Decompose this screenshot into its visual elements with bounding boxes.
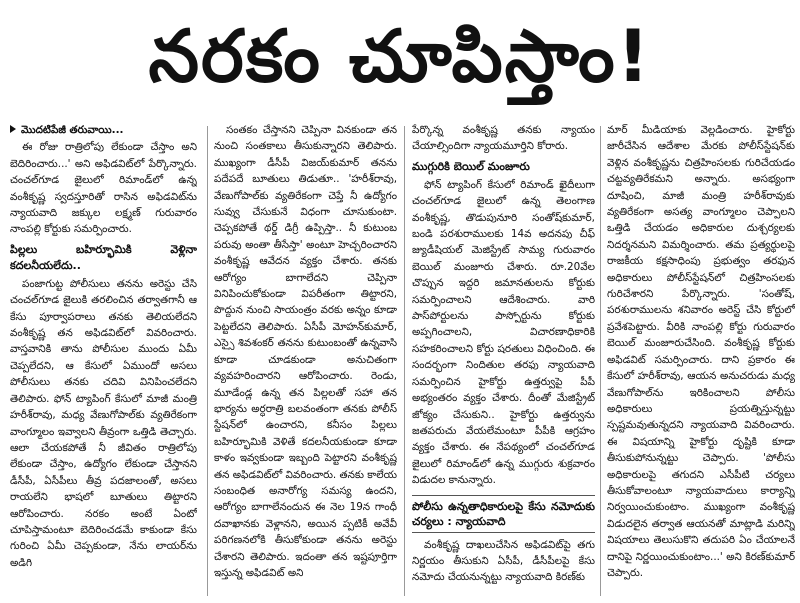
paragraph: పేర్కొన్న వంశీకృష్ణ తనకు న్యాయం చేయాల్సిందిగా న్యాయమూర్తిని కోరారు.	[412, 124, 595, 153]
subheading: ముగ్గురికి బెయిల్ మంజూరు	[412, 159, 530, 173]
paragraph: సంతకం చేస్తానని చెప్పినా వినకుండా తన నుంచి సంతకాలు తీసుకున్నారని తెలిపారు. ముఖ్యంగా డీసీపీ విజయ్‌కుమార్ తనను పదేపదే బూతులు తిడుతూ.. 'హరీశ్‌రావు, వేణుగోపాల్‌కు వ్యతిరేకంగా చెప్తే నీ ఉద్యోగం సువ్వు చేసుకునే విధంగా చూసుకుంటా. చెప్పకపోతే థర్డ్ డిగ్రీ ఉప్పిస్తా.. నీ కుటుంబ పరువు అంతా తీసేస్తా' అంటూ హెచ్చరించారని వంశీకృష్ణ ఆవేదన వ్యక్తం చేశారు. తనకు ఆరోగ్యం బాగాలేదని చెప్పినా వినిపించుకోకుండా విపరీతంగా తిట్టారని, పొద్దున నుంచి సాయంత్రం వరకు అన్నం కూడా పెట్టలేదని తెలిపారు. ఏసీపీ మోహన్‌కుమార్, ఎస్సై శివశంకర్ తనను కుటుంబంతో ఉన్నవాసి కూడా చూడకుండా అనుచితంగా వ్యవహరించారని ఆరోపించారు. రెండు, మూడేండ్ల ఉన్న తన పిల్లలతో సహా తన భార్యను అర్ధరాత్రి బలవంతంగా తనకు పోలీస్ స్టేషన్‌లో ఉంచారని, కనీసం పిల్లలు బహిర్భూమికి వెళితే కదలనీయకుండా కూడా కాళం ఇవ్వకుండా ఇబ్బంది పెట్టారని వంశీకృష్ణ తన అఫిడవిట్‌లో వివరించారు. తనకు కాలేయ సంబంధిత అనారోగ్య సమస్య ఉందని, ఆరోగ్యం బాగాలేనందున ఈ నెల 19న గాంధీ దవాఖానకు వెళ్లానని, అయిన ప్పటికీ అవేవీ పరిగణనలోకి తీసుకోకుండా తనను అరెస్టు చేశారని తెలిపారు. ఇదంతా తన ఇష్టపూర్తిగా ఇస్తున్న అఫిడవిట్ అని	[214, 124, 397, 579]
paragraph: మార్ మీడియాకు వెల్లడించారు. హైకోర్టు జారీచేసిన ఆదేశాల మేరకు పోలీస్‌స్టేషన్‌కు వెళ్లిన వంశీకృష్ణను చిత్రహింసలకు గురిచేయడం చట్టవ్యతిరేకమని అన్నారు. అసభ్యంగా దూషించి, మాజీ మంత్రి హరీశ్‌రావుకు వ్యతిరేకంగా అసత్య వాంగ్మూలం చెప్పాలని ఒత్తిడి చేయడం అధికారుల దుశ్చర్యలకు నిదర్శనమని విమర్శించారు. తమ ప్రత్యర్థులపై రాజకీయ కక్షసాధింపు ప్రభుత్వం తరఫున అధికారులు పోలీస్‌స్టేషన్‌లో చిత్రహింసలకు గురిచేశారని పేర్కొన్నారు. 'సంతోష్, పరశురాములను శనివారం అరెస్ట్ చేసి కోర్టులో ప్రవేశపెట్టారు. వీరికి నాంపల్లి కోర్టు గురువారం బెయిల్ మంజూరుచేసింది. వంశీకృష్ణ కోర్టుకు అఫిడవిట్ సమర్పించారు. దాని ప్రకారం ఈ కేసులో హరీశ్‌రావు, ఆయన అనుచరుడు మధ్య వేణుగోపాల్‌ను ఇరికించాలని పోలీసు అధికారులు ప్రయత్నిస్తున్నట్టు స్పష్టమవుతున్నదని న్యాయవాది వివరించారు. ఈ విషయాన్ని హైకోర్టు దృష్టికి కూడా తీసుకుపోనున్నట్టు చెప్పారు. 'పోలీసు అధికారులపై తగుదని ఎసీపీటి చర్యలు తీసుకోవాలంటూ న్యాయవాదులు కార్యాన్ని నిర్వయించుకుంటాం. ముఖ్యంగా వంశీకృష్ణ విడుదలైన తర్వాత ఆయనతో మాట్లాడి మరిన్ని విషయాలు తెలుసుకొని తదుపరి ఏం చేయాలనే దానిపై నిర్ణయించుకుంటాం...' అని కిరణ్‌కుమార్ చెప్పారు.	[607, 124, 795, 579]
paragraph: పంజాగుట్ట పోలీసులు తనను అరెస్టు చేసి చంచల్‌గూడ జైలుకి తరలించిన తర్వాతగానీ ఆ కేసు పూర్వాపరాలు తనకు తెలియలేదని వంశీకృష్ణ తన అఫిడవిట్‌లో వివరించారు. వాస్తవానికి తాను పోలీసుల ముందు ఏమీ చెప్పలేదని, ఆ కేసులో ఏముందో అసలు పోలీసులు తనకు చదివి వినిపించలేదని తెలిపారు. ఫోన్ ట్యాపింగ్ కేసులో మాజీ మంత్రి హరీశ్‌రావు, మధ్య వేణుగోపాల్‌కు వ్యతిరేకంగా వాంగ్మూలం ఇవ్వాలని తీవ్రంగా ఒత్తిడి తెచ్చారు. ఆలా చేయకపోతే నీ జీవితం రాత్రిలోపు లేకుండా చేస్తాం, ఉద్యోగం లేకుండా చేస్తానని డీసీపీ, ఏసీపీలు తీవ్ర పదజాలంతో, అసలు రాయలేని భాషలో బూతులు తిట్టారని ఆరోపించారు. నరకం అంటే ఏంటో చూపిస్తామంటూ బెదిరించడమే కాకుండా కేసు గురించి ఏమీ చెప్పకుండా, నేను లాయర్‌ను అడిగి	[10, 277, 197, 569]
column-divider	[207, 126, 208, 596]
column-divider	[404, 126, 405, 596]
boxed-subheading: పోలీసు ఉన్నతాధికారులపై కేసు నమోదుకు చర్యలు : న్యాయవాది	[412, 495, 595, 533]
column-divider	[600, 126, 601, 596]
paragraph: ఈ రోజు రాత్రిలోపు లేకుండా చేస్తాం అని బెదిరించారు...' అని అఫిడవిట్‌లో పేర్కొన్నారు. చంచల్‌గూడ జైలులో రిమాండ్‌లో ఉన్న వంశీకృష్ణ స్వదస్తూరితో రాసిన అఫిడవిట్‌ను న్యాయవాది జక్కుల లక్ష్మణ్ గురువారం నాంపల్లి కోర్టుకు సమర్పించారు.	[10, 141, 197, 236]
article-column-1	[10, 122, 197, 600]
article-column-3	[412, 122, 595, 600]
subheading: పిల్లలు బహిర్భూమికి వెళ్లినా కదలనీయలేదు..	[10, 242, 197, 272]
headline: నరకం చూపిస్తాం!	[148, 14, 652, 98]
article-column-2	[214, 122, 397, 600]
paragraph: ఫోన్ ట్యాపింగ్ కేసులో రిమాండ్ ఖైదీలుగా చంచల్‌గూడ జైలులో ఉన్న తెలంగాణ వంశీకృష్ణ, తొడుపునూరి సంతోష్‌కుమార్, బండి పరశురాములకు 14వ అదనపు చీఫ్ జ్యుడీషియల్ మెజిస్ట్రేట్ సామ్య గురువారం బెయిల్ మంజూరు చేశారు. రూ.20వేల చొప్పున ఇద్దరి జమానతులను కోర్టుకు సమర్పించాలని ఆదేశించారు. వారి పాస్‌పోర్టులను పాస్పోర్టును కోర్టుకు అప్పగించాలని, విచారణాధికారికి సహకరించాలని కోర్టు షరతులు విధించింది. ఈ సందర్భంగా నిందితుల తరఫు న్యాయవాది సమర్పించిన హైకోర్టు ఉత్తర్వుపై పీపీ అభ్యంతరం వ్యక్తం చేశారు. దీంతో మేజిస్ట్రేట్ జోక్యం చేసుకుని.. హైకోర్టు ఉత్తర్వును జతపరుచు వేయలేమంటూ పీపీకి ఆగ్రహం వ్యక్తం చేశారు. ఈ నేపథ్యంలో చంచల్‌గూడ జైలులో రిమాండ్‌లో ఉన్న ముగ్గురు శుక్రవారం విడుదల కానున్నారు.	[412, 178, 595, 487]
continuation-marker: మొదటిపేజీ తరువాయి...	[10, 122, 197, 138]
article-columns	[10, 122, 795, 600]
paragraph: వంశీకృష్ణ దాఖలుచేసిన అఫిడవిట్‌పై తగు నిర్ణయం తీసుకుని ఏసీపీ, డీసీపీలపై కేసు నమోదు చేయనున్నట్టు న్యాయవాది కిరణ్‌కు	[412, 538, 595, 584]
article-column-4	[607, 122, 795, 600]
